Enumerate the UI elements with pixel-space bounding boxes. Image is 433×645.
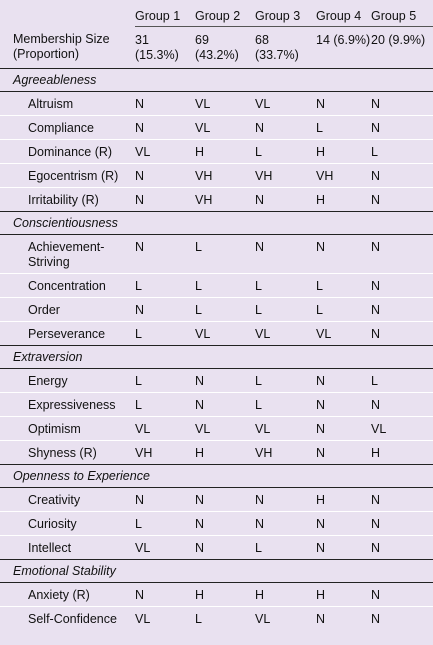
group-4-level: N bbox=[316, 416, 371, 440]
trait-label: Creativity bbox=[0, 487, 135, 511]
section-header-row bbox=[0, 559, 433, 582]
trait-label: Perseverance bbox=[28, 326, 106, 341]
trait-row bbox=[0, 487, 433, 511]
trait-row bbox=[0, 606, 433, 630]
group-3-level: N bbox=[255, 511, 316, 535]
group-4-level: N bbox=[316, 540, 326, 555]
group-2-level: VL bbox=[195, 326, 211, 341]
group-1-level: N bbox=[135, 115, 195, 139]
group-5-level: N bbox=[371, 582, 433, 606]
group-3-level: VL bbox=[255, 416, 316, 440]
group-5-level: N bbox=[371, 273, 433, 297]
trait-row bbox=[0, 535, 433, 559]
group-4-level: N bbox=[316, 368, 371, 392]
group-3-level: N bbox=[255, 234, 316, 273]
group-1-level: L bbox=[135, 392, 195, 416]
trait-row bbox=[0, 115, 433, 139]
group-1-level: L bbox=[135, 273, 195, 297]
trait-row bbox=[0, 511, 433, 535]
group-4-level: L bbox=[316, 115, 371, 139]
group-4-header: Group 4 bbox=[316, 0, 371, 26]
group-2-level: H bbox=[195, 139, 255, 163]
group-5-level: N bbox=[371, 326, 381, 341]
group-5-level: N bbox=[371, 91, 433, 115]
trait-label: Achievement-Striving bbox=[0, 234, 135, 273]
trait-label: Shyness (R) bbox=[28, 445, 97, 460]
group-2-level: H bbox=[195, 582, 255, 606]
trait-row bbox=[0, 91, 433, 115]
group-1-level: N bbox=[135, 487, 195, 511]
group-1-level: N bbox=[135, 91, 195, 115]
group-5-level: L bbox=[371, 139, 433, 163]
group-4-level: H bbox=[316, 582, 371, 606]
trait-label: Order bbox=[0, 297, 135, 321]
trait-label: Egocentrism (R) bbox=[0, 163, 135, 187]
group-2-level: VL bbox=[195, 416, 255, 440]
group-3-level: H bbox=[255, 582, 316, 606]
group-2-level: H bbox=[195, 445, 205, 460]
group-3-size: 68 (33.7%) bbox=[255, 32, 299, 62]
membership-size-row bbox=[0, 26, 433, 68]
trait-label: Compliance bbox=[0, 115, 135, 139]
group-3-level: VL bbox=[255, 611, 271, 626]
section-title: Conscientiousness bbox=[0, 211, 433, 234]
group-3-level: VL bbox=[255, 326, 271, 341]
group-5-level: N bbox=[371, 511, 433, 535]
trait-row bbox=[0, 368, 433, 392]
group-4-size: 14 (6.9%) bbox=[316, 32, 371, 47]
corner-cell bbox=[0, 0, 135, 26]
group-4-level: N bbox=[316, 392, 371, 416]
group-5-level: N bbox=[371, 192, 381, 207]
trait-row bbox=[0, 297, 433, 321]
group-4-level: H bbox=[316, 139, 371, 163]
group-2-level: N bbox=[195, 511, 255, 535]
group-2-level: VL bbox=[195, 91, 255, 115]
trait-label: Irritability (R) bbox=[28, 192, 99, 207]
group-2-size: 69 (43.2%) bbox=[195, 32, 239, 62]
group-5-level: N bbox=[371, 163, 433, 187]
group-5-size: 20 (9.9%) bbox=[371, 32, 426, 47]
group-1-level: L bbox=[135, 368, 195, 392]
group-5-level: N bbox=[371, 115, 433, 139]
trait-row bbox=[0, 392, 433, 416]
group-2-header: Group 2 bbox=[195, 0, 255, 26]
section-title: Emotional Stability bbox=[0, 559, 433, 582]
group-1-level: L bbox=[135, 511, 195, 535]
trait-row bbox=[0, 440, 433, 464]
group-5-level: N bbox=[371, 540, 381, 555]
group-1-level: N bbox=[135, 163, 195, 187]
group-5-level: L bbox=[371, 368, 433, 392]
group-4-level: N bbox=[316, 611, 326, 626]
group-4-level: L bbox=[316, 297, 371, 321]
trait-row bbox=[0, 416, 433, 440]
trait-row bbox=[0, 139, 433, 163]
section-title: Agreeableness bbox=[0, 68, 433, 91]
group-5-level: N bbox=[371, 297, 433, 321]
group-5-level: H bbox=[371, 445, 381, 460]
trait-label: Concentration bbox=[0, 273, 135, 297]
group-5-level: N bbox=[371, 611, 381, 626]
trait-label: Anxiety (R) bbox=[0, 582, 135, 606]
group-3-level: VL bbox=[255, 91, 316, 115]
group-5-level: N bbox=[371, 234, 433, 273]
trait-label: Dominance (R) bbox=[0, 139, 135, 163]
group-4-level: N bbox=[316, 445, 326, 460]
group-3-level: L bbox=[255, 273, 316, 297]
group-3-level: VH bbox=[255, 163, 316, 187]
group-1-level: N bbox=[135, 234, 195, 273]
group-4-level: VH bbox=[316, 163, 371, 187]
group-2-level: VL bbox=[195, 115, 255, 139]
group-3-level: N bbox=[255, 115, 316, 139]
group-1-level: L bbox=[135, 326, 142, 341]
group-1-level: VL bbox=[135, 611, 151, 626]
section-header-row bbox=[0, 211, 433, 234]
section-header-row bbox=[0, 464, 433, 487]
group-4-level: L bbox=[316, 273, 371, 297]
group-2-level: L bbox=[195, 273, 255, 297]
group-4-level: VL bbox=[316, 326, 332, 341]
group-3-level: N bbox=[255, 192, 265, 207]
group-1-level: VL bbox=[135, 540, 151, 555]
group-1-level: VL bbox=[135, 139, 195, 163]
group-4-level: N bbox=[316, 511, 371, 535]
group-5-level: N bbox=[371, 392, 433, 416]
group-1-size: 31 (15.3%) bbox=[135, 32, 179, 62]
trait-label: Altruism bbox=[0, 91, 135, 115]
section-header-row bbox=[0, 68, 433, 91]
group-1-level: N bbox=[135, 297, 195, 321]
section-title: Openness to Experience bbox=[0, 464, 433, 487]
trait-label: Energy bbox=[0, 368, 135, 392]
group-5-level: N bbox=[371, 487, 433, 511]
group-3-header: Group 3 bbox=[255, 0, 316, 26]
section-header-row bbox=[0, 345, 433, 368]
trait-row bbox=[0, 187, 433, 211]
group-5-header: Group 5 bbox=[371, 0, 433, 26]
trait-row bbox=[0, 163, 433, 187]
group-4-level: H bbox=[316, 487, 371, 511]
group-2-level: L bbox=[195, 297, 255, 321]
group-1-level: N bbox=[135, 582, 195, 606]
group-4-level: N bbox=[316, 91, 371, 115]
trait-row bbox=[0, 234, 433, 273]
group-2-level: N bbox=[195, 392, 255, 416]
trait-label: Optimism bbox=[0, 416, 135, 440]
group-3-level: N bbox=[255, 487, 316, 511]
trait-row bbox=[0, 273, 433, 297]
trait-label: Expressiveness bbox=[0, 392, 135, 416]
group-2-level: N bbox=[195, 368, 255, 392]
group-2-level: L bbox=[195, 611, 202, 626]
group-2-level: N bbox=[195, 487, 255, 511]
trait-label: Intellect bbox=[28, 540, 72, 555]
group-3-level: L bbox=[255, 368, 316, 392]
trait-label: Curiosity bbox=[0, 511, 135, 535]
group-3-level: L bbox=[255, 297, 316, 321]
group-4-level: H bbox=[316, 192, 326, 207]
group-1-level: VH bbox=[135, 445, 153, 460]
membership-size-label: Membership Size (Proportion) bbox=[13, 32, 110, 61]
group-3-level: L bbox=[255, 392, 316, 416]
group-4-level: N bbox=[316, 234, 371, 273]
group-1-level: N bbox=[135, 192, 145, 207]
group-3-level: VH bbox=[255, 445, 273, 460]
group-5-level: VL bbox=[371, 416, 433, 440]
group-1-level: VL bbox=[135, 416, 195, 440]
group-2-level: N bbox=[195, 540, 205, 555]
trait-row bbox=[0, 582, 433, 606]
trait-label: Self-Confidence bbox=[28, 611, 117, 626]
section-title: Extraversion bbox=[0, 345, 433, 368]
group-3-level: L bbox=[255, 540, 262, 555]
group-1-header: Group 1 bbox=[135, 0, 195, 26]
header-row bbox=[0, 0, 433, 26]
group-2-level: VH bbox=[195, 192, 213, 207]
group-2-level: VH bbox=[195, 163, 255, 187]
group-2-level: L bbox=[195, 234, 255, 273]
group-3-level: L bbox=[255, 139, 316, 163]
trait-row bbox=[0, 321, 433, 345]
